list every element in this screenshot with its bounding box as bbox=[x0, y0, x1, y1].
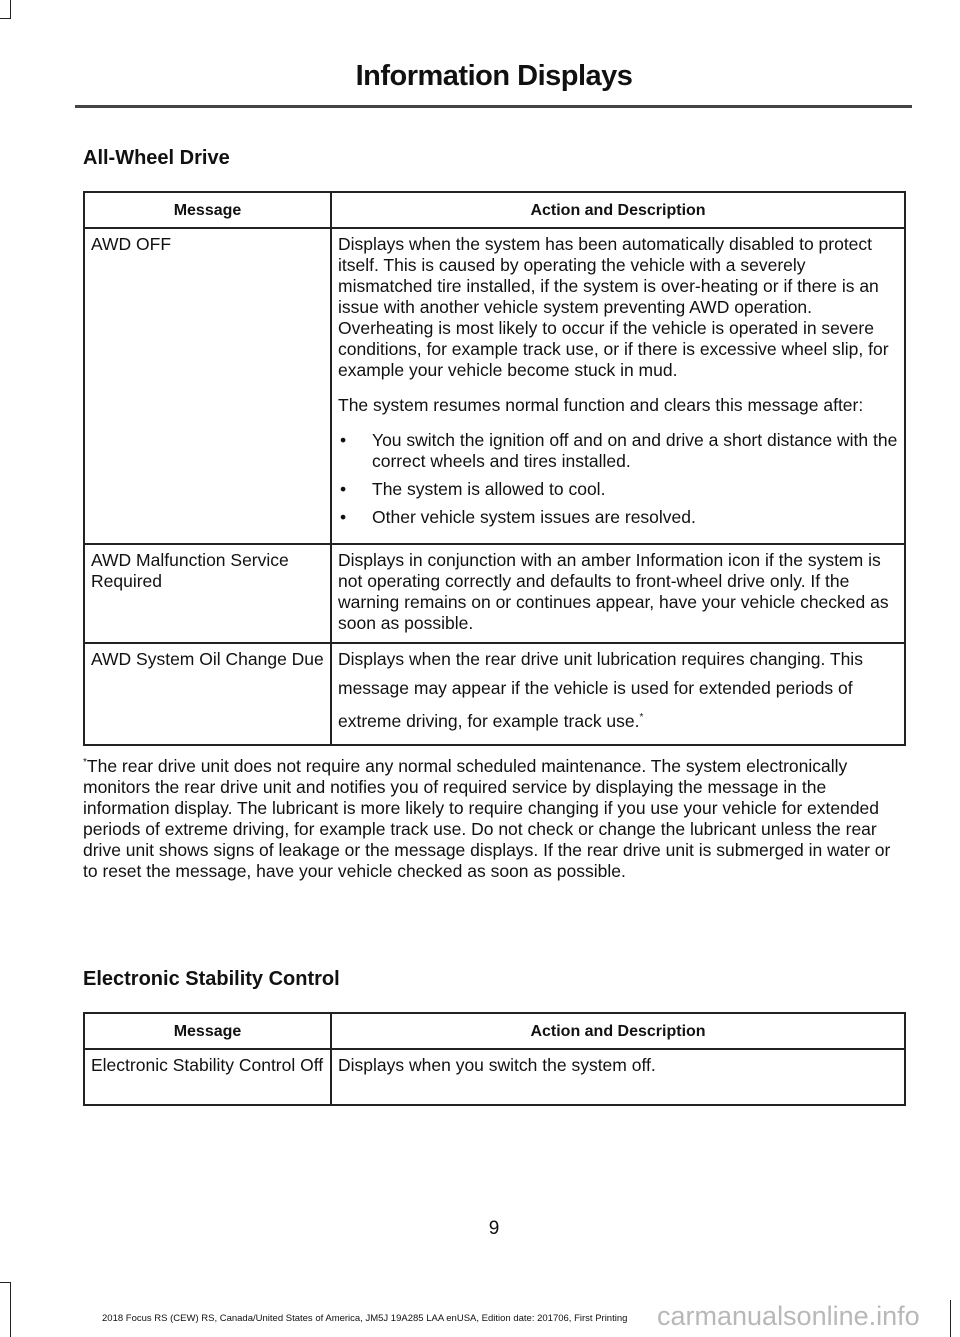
description-text: The system resumes normal function and clears this message after: bbox=[338, 395, 864, 415]
footnote-mark: * bbox=[639, 712, 644, 723]
description-cell bbox=[331, 643, 905, 745]
column-header-description: Action and Description bbox=[331, 192, 905, 228]
page-header-title: Information Displays bbox=[355, 60, 633, 92]
description-text: Displays when the rear drive unit lubrication requires changing. This message may appear if the vehicle is used for extended periods of extreme driving, for example track use. bbox=[338, 649, 863, 731]
page-number: 9 bbox=[488, 1218, 500, 1239]
table-row bbox=[84, 643, 905, 745]
section-title-awd: All-Wheel Drive bbox=[83, 147, 230, 169]
crop-mark bbox=[0, 0, 11, 19]
bullet-list bbox=[338, 430, 898, 528]
table-row bbox=[84, 1049, 905, 1105]
list-item: • Other vehicle system issues are resolved. bbox=[338, 507, 898, 528]
awd-message-table bbox=[83, 191, 906, 746]
table-row bbox=[84, 228, 905, 544]
column-header-description: Action and Description bbox=[331, 1013, 905, 1049]
list-item: • You switch the ignition off and on and drive a short distance with the correct wheels and tires installed. bbox=[338, 430, 898, 472]
watermark: carmanualsonline.info bbox=[657, 1301, 920, 1331]
description-text: Displays when the system has been automatically disabled to protect itself. This is caused by operating the vehicle with a severely mismatched tire installed, if the system is over-heating or if there is an issue with another vehicle system preventing AWD operation. Overheating is most likely to occur if the vehicle is operated in severe conditions, for example track use, or if there is excessive wheel slip, for example your vehicle become stuck in mud. bbox=[338, 234, 889, 380]
column-header-message: Message bbox=[84, 192, 331, 228]
description-text: Displays in conjunction with an amber Information icon if the system is not operating correctly and defaults to front-wheel drive only. If the warning remains on or continues appear, have your vehicle checked as soon as possible. bbox=[338, 550, 889, 633]
table-header-row bbox=[84, 192, 905, 228]
message-cell: AWD Malfunction Service Required bbox=[84, 544, 331, 643]
section-title-esc: Electronic Stability Control bbox=[83, 968, 340, 990]
list-item: • The system is allowed to cool. bbox=[338, 479, 898, 500]
footnote-mark: * bbox=[83, 757, 87, 768]
table-header-row bbox=[84, 1013, 905, 1049]
message-cell: AWD OFF bbox=[84, 228, 331, 544]
column-header-message: Message bbox=[84, 1013, 331, 1049]
description-cell bbox=[331, 544, 905, 643]
table-row bbox=[84, 544, 905, 643]
footer-edition-info: 2018 Focus RS (CEW) RS, Canada/United States of America, JM5J 19A285 LAA enUSA, Edition date: 201706, First Printing bbox=[102, 1313, 628, 1324]
message-cell: Electronic Stability Control Off bbox=[84, 1049, 331, 1105]
footnote bbox=[83, 752, 908, 882]
message-cell: AWD System Oil Change Due bbox=[84, 643, 331, 745]
crop-mark bbox=[950, 1300, 952, 1337]
footnote-text: The rear drive unit does not require any normal scheduled maintenance. The system electronically monitors the rear drive unit and notifies you of required service by displaying the message in the information display. The lubricant is more likely to require changing if you use your vehicle for extended periods of extreme driving, for example track use. Do not check or change the lubricant unless the rear drive unit shows signs of leakage or the message displays. If the rear drive unit is submerged in water or to reset the message, have your vehicle checked as soon as possible. bbox=[83, 755, 891, 881]
crop-mark bbox=[0, 1282, 11, 1337]
header-divider bbox=[75, 105, 912, 108]
esc-message-table bbox=[83, 1012, 906, 1106]
description-cell: Displays when you switch the system off. bbox=[331, 1049, 905, 1105]
description-cell bbox=[331, 228, 905, 544]
